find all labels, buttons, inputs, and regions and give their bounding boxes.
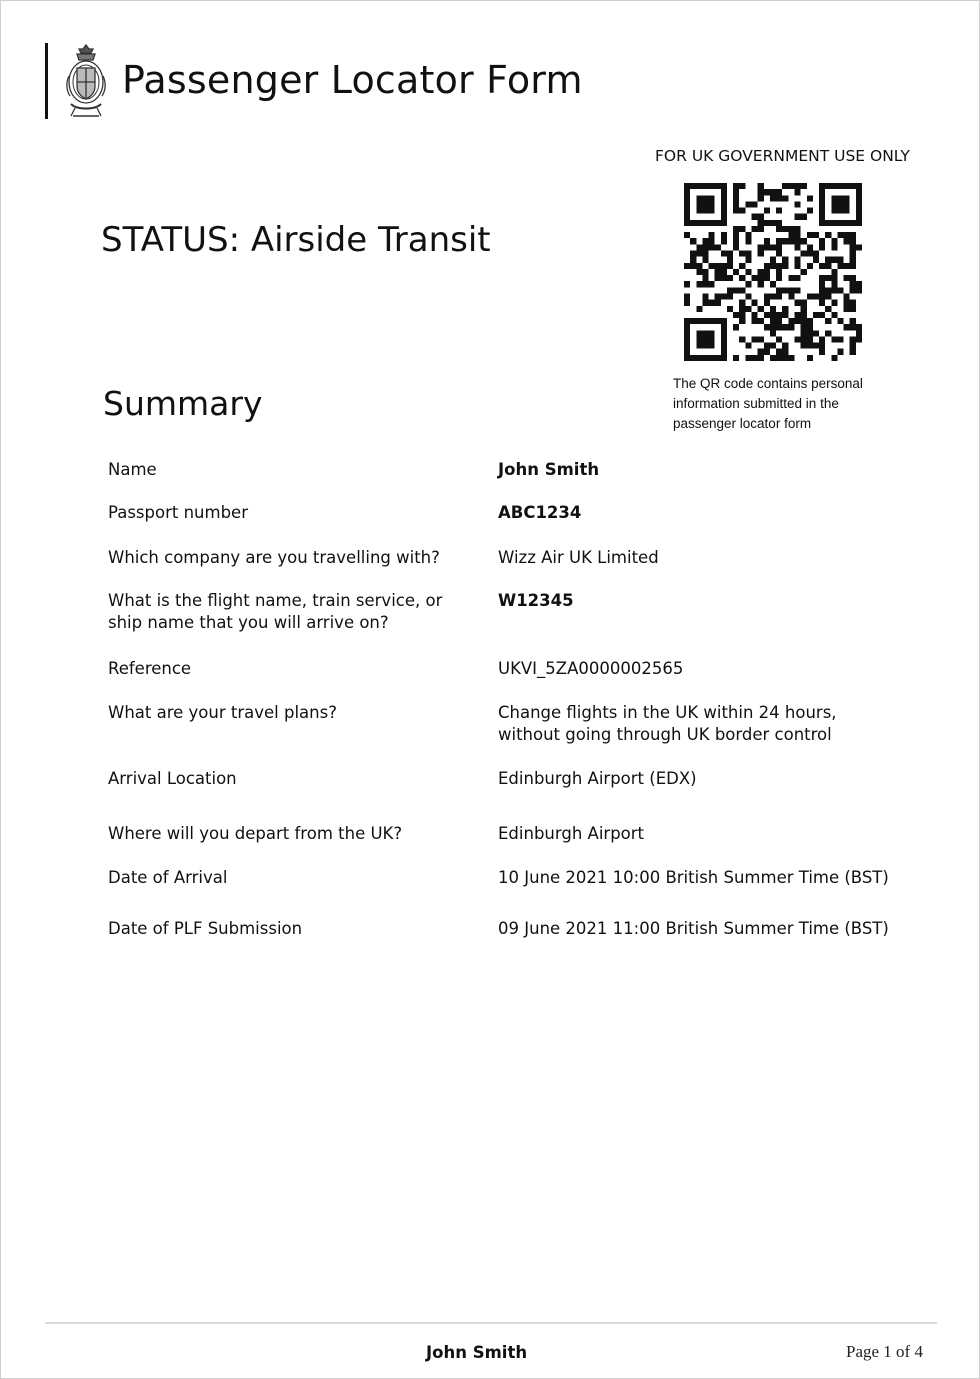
row-label: Where will you depart from the UK? <box>108 824 403 843</box>
row-label: Arrival Location <box>108 769 237 788</box>
row-value: ABC1234 <box>498 503 582 522</box>
row-value: 09 June 2021 11:00 British Summer Time (BST) <box>498 919 889 938</box>
row-label: Which company are you travelling with? <box>108 548 440 567</box>
qr-caption: The QR code contains personal information submitted in the passenger locator form <box>673 376 863 431</box>
row-label: Passport number <box>108 503 248 522</box>
status-heading: STATUS: Airside Transit <box>101 220 491 260</box>
header-rule-bar <box>45 43 48 119</box>
row-label: Reference <box>108 659 192 678</box>
government-use-label: FOR UK GOVERNMENT USE ONLY <box>655 147 910 165</box>
row-value: 10 June 2021 10:00 British Summer Time (BST) <box>498 868 889 887</box>
form-title: Passenger Locator Form <box>122 58 583 102</box>
row-label: Date of PLF Submission <box>108 919 303 938</box>
row-value: Edinburgh Airport (EDX) <box>498 769 697 788</box>
footer-name: John Smith <box>426 1343 528 1362</box>
row-value: Edinburgh Airport <box>498 824 645 843</box>
row-label: Date of Arrival <box>108 868 228 887</box>
summary-heading: Summary <box>103 384 263 423</box>
row-label: Name <box>108 460 157 479</box>
qr-code-icon <box>684 183 862 361</box>
footer-rule <box>45 1322 937 1324</box>
row-label: What are your travel plans? <box>108 703 337 722</box>
row-label: What is the flight name, train service, or ship name that you will arrive on? <box>108 591 443 632</box>
row-value: UKVI_5ZA0000002565 <box>498 659 684 678</box>
row-value: John Smith <box>498 460 600 479</box>
page-number: Page 1 of 4 <box>846 1342 923 1361</box>
royal-coat-of-arms-icon <box>63 42 109 120</box>
row-value: Change flights in the UK within 24 hours, without going through UK border control <box>498 703 837 744</box>
row-value: W12345 <box>498 591 574 610</box>
row-value: Wizz Air UK Limited <box>498 548 659 567</box>
